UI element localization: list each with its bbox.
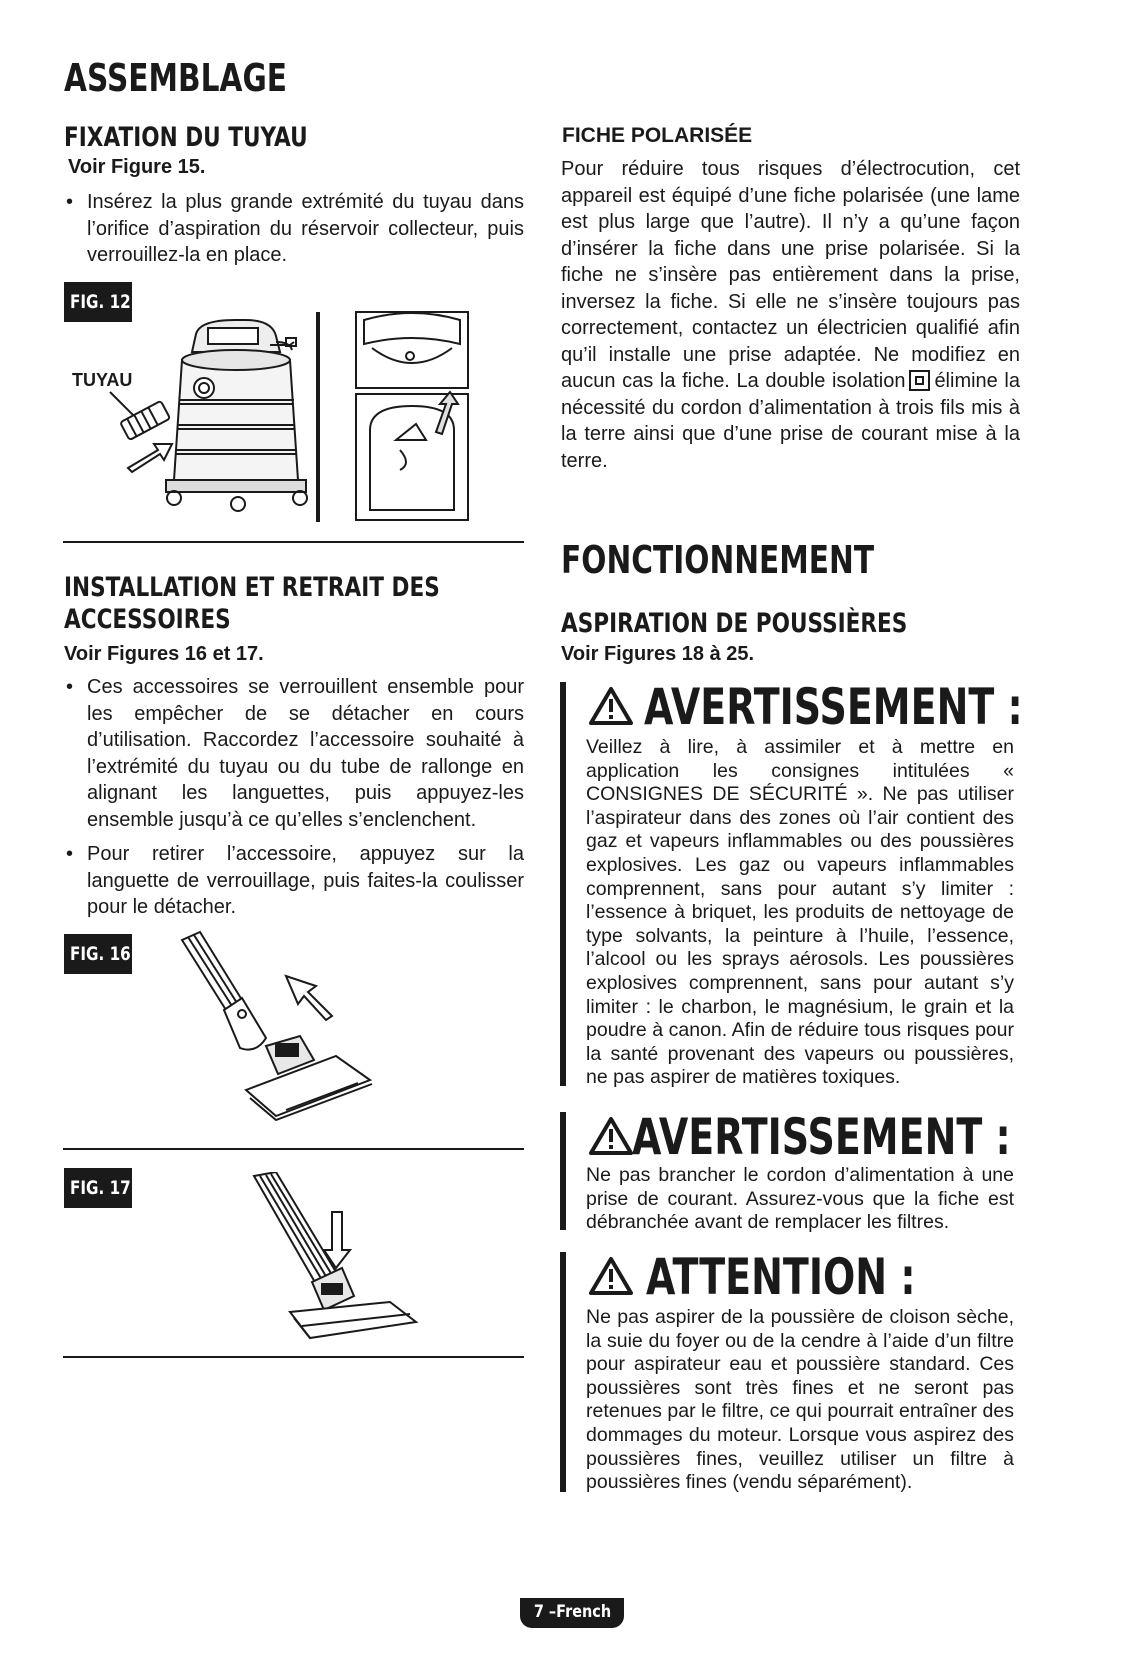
- warning-title: AVERTISSEMENT :: [632, 1108, 1011, 1166]
- accessories-bullet-list: [64, 674, 524, 929]
- see-figures-ref: Voir Figures 16 et 17.: [64, 643, 264, 665]
- see-figure-ref: Voir Figure 15.: [68, 156, 206, 178]
- page-number-tab: 7 –French: [520, 1598, 624, 1628]
- figure-17-illustration: [250, 1172, 430, 1342]
- figure-16-tag: FIG. 16: [64, 934, 132, 974]
- divider: [63, 1148, 524, 1150]
- warning-box: [560, 682, 566, 1086]
- warning-triangle-icon: [588, 686, 634, 726]
- section-title-assemblage: ASSEMBLAGE: [64, 56, 288, 100]
- warning-title: AVERTISSEMENT :: [644, 678, 1023, 736]
- polarized-plug-paragraph: [561, 156, 1020, 474]
- warning-text: Veillez à lire, à assimiler et à mettre en application les consignes intitulées « CONSIGNES DE SÉCURITÉ ». Ne pas utiliser l’aspirateur dans des zones où l’air contient des gaz et vapeurs inflammables ou des poussières explosives. Les gaz ou vapeurs inflammables comprennent, sans pour autant s’y limiter : l’essence à briquet, les produits de nettoyage de type solvants, la peinture à l’huile, l’essence, l’alcool ou les sprays aérosols. Les poussières explosives comprennent, sans pour autant s’y limiter : le charbon, le magnésium, le grain et la poudre à canon. Afin de réduire tous risques pour la santé provenant des vapeurs ou poussières, ne pas aspirer de matières toxiques.: [586, 736, 1014, 1089]
- hose-label: TUYAU: [72, 370, 133, 390]
- plug-text-before: Pour réduire tous risques d’électrocution, cet appareil est équipé d’une fiche polarisée (une lame est plus large que l’autre). Il n’y a qu’une façon d’insérer la fiche dans une prise polarisée. Si la fiche ne s’insère pas entièrement dans la prise, inversez la fiche. Si elle ne s’insère toujours pas correctement, contactez un électricien qualifié afin qu’il installe une prise adaptée. Ne modifiez en aucun cas la fiche. La double isolation: [561, 158, 1020, 392]
- warning-triangle-icon: [588, 1256, 634, 1296]
- list-item: • Insérez la plus grande extrémité du tuyau dans l’orifice d’aspiration du réservoir collecteur, puis verrouillez-la en place.: [64, 189, 524, 269]
- figure-16-illustration: [176, 930, 386, 1130]
- heading-accessories-line1: INSTALLATION ET RETRAIT DES: [64, 572, 440, 603]
- divider: [63, 541, 524, 543]
- caution-title: ATTENTION :: [646, 1248, 916, 1306]
- see-figures-ref: Voir Figures 18 à 25.: [561, 643, 755, 665]
- list-item: • Ces accessoires se verrouillent ensemble pour les empêcher de se détacher en cours d’utilisation. Raccordez l’accessoire souhaité à l’extrémité du tuyau ou du tube de rallonge en alignant les languettes, puis appuyez-les ensemble jusqu’à ce qu’elles s’enclenchent.: [64, 674, 524, 833]
- warning-triangle-icon: [588, 1116, 634, 1156]
- plug-text-after: élimine la nécessité du cordon d’alimentation à trois fils mis à la terre ainsi que d’une prise de courant mise à la terre.: [561, 370, 1020, 472]
- figure-12-illustration: [100, 300, 480, 535]
- caution-text: Ne pas aspirer de la poussière de cloison sèche, la suie du foyer ou de la cendre à l’aide d’un filtre pour aspirateur eau et poussière standard. Ces poussières sont très fines et ne seront pas retenues par le filtre, ce qui pourrait entraîner des dommages du moteur. Lorsque vous aspirez des poussières fines, veuillez utiliser un filtre à poussières fines (vendu séparément).: [586, 1306, 1014, 1494]
- heading-hose-attachment: FIXATION DU TUYAU: [64, 122, 308, 153]
- caution-box: [560, 1252, 566, 1492]
- figure-12-tag: FIG. 12: [64, 282, 132, 322]
- hose-bullet-list: [64, 189, 524, 277]
- divider: [63, 1356, 524, 1358]
- heading-polarized-plug: FICHE POLARISÉE: [562, 124, 753, 147]
- warning-box: [560, 1112, 566, 1230]
- double-insulation-icon: [909, 370, 930, 391]
- figure-17-tag: FIG. 17: [64, 1168, 132, 1208]
- warning-text: Ne pas brancher le cordon d’alimentation à une prise de courant. Assurez-vous que la fiche est débranchée avant de remplacer les filtres.: [586, 1164, 1014, 1234]
- heading-dust-vacuuming: ASPIRATION DE POUSSIÈRES: [561, 608, 908, 639]
- heading-accessories-line2: ACCESSOIRES: [64, 604, 231, 635]
- list-item: • Pour retirer l’accessoire, appuyez sur la languette de verrouillage, puis faites-la coulisser pour le détacher.: [64, 841, 524, 921]
- section-title-fonctionnement: FONCTIONNEMENT: [561, 538, 875, 582]
